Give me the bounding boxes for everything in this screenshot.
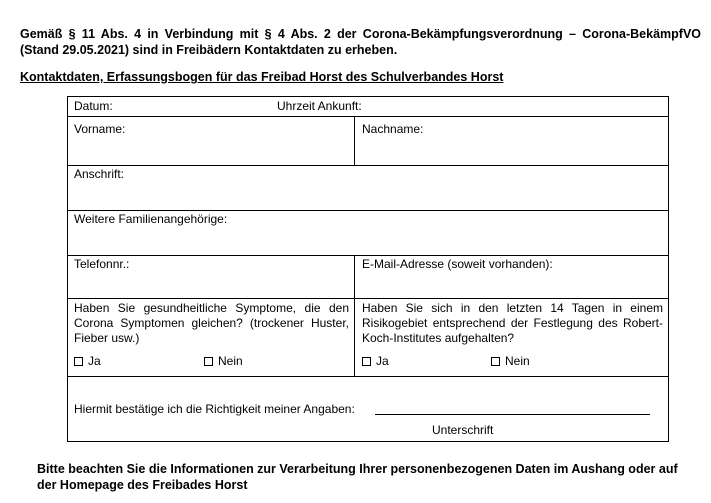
- anschrift-field[interactable]: Anschrift:: [74, 167, 125, 181]
- checkbox-label: Ja: [376, 354, 389, 368]
- legal-notice: Gemäß § 11 Abs. 4 in Verbindung mit § 4 Abs. 2 der Corona-Bekämpfungsverordnung – Corona-BekämpfVO (Stand 29.05.2021) sind in Freibädern Kontaktdaten zu erheben.: [20, 27, 701, 57]
- symptom-nein-checkbox[interactable]: [204, 354, 243, 368]
- risk-ja-checkbox[interactable]: [362, 354, 389, 368]
- divider: [68, 298, 668, 299]
- checkbox-icon[interactable]: [204, 357, 213, 366]
- divider: [68, 376, 668, 377]
- familie-field[interactable]: Weitere Familienangehörige:: [74, 212, 228, 226]
- divider: [68, 116, 668, 117]
- vorname-field[interactable]: Vorname:: [74, 122, 126, 136]
- telefon-field[interactable]: Telefonnr.:: [74, 257, 130, 271]
- symptom-ja-checkbox[interactable]: [74, 354, 101, 368]
- checkbox-icon[interactable]: [74, 357, 83, 366]
- datum-field[interactable]: Datum:: [74, 99, 113, 113]
- divider: [68, 210, 668, 211]
- divider: [68, 165, 668, 166]
- divider: [68, 255, 668, 256]
- checkbox-icon[interactable]: [362, 357, 371, 366]
- email-field[interactable]: E-Mail-Adresse (soweit vorhanden):: [362, 257, 553, 271]
- uhrzeit-field[interactable]: Uhrzeit Ankunft:: [277, 99, 362, 113]
- risk-nein-checkbox[interactable]: [491, 354, 530, 368]
- form-title: Kontaktdaten, Erfassungsbogen für das Freibad Horst des Schulverbandes Horst: [20, 70, 504, 84]
- checkbox-label: Ja: [88, 354, 101, 368]
- checkbox-label: Nein: [505, 354, 530, 368]
- contact-form: [67, 96, 669, 442]
- divider: [354, 116, 355, 165]
- checkbox-icon[interactable]: [491, 357, 500, 366]
- signature-line[interactable]: [375, 414, 650, 415]
- symptom-question: Haben Sie gesundheitliche Symptome, die den Corona Symptomen gleichen? (trockener Huster, Fieber usw.): [74, 301, 349, 345]
- risk-area-question: Haben Sie sich in den letzten 14 Tagen in einem Risikogebiet entsprechend der Festlegung des Robert-Koch-Institutes aufgehalten?: [362, 301, 663, 345]
- confirmation-text: Hiermit bestätige ich die Richtigkeit meiner Angaben:: [74, 402, 355, 416]
- checkbox-label: Nein: [218, 354, 243, 368]
- divider: [354, 255, 355, 376]
- nachname-field[interactable]: Nachname:: [362, 122, 424, 136]
- privacy-notice: Bitte beachten Sie die Informationen zur Verarbeitung Ihrer personenbezogenen Daten im Aushang oder auf der Homepage des Freibades Horst: [37, 462, 678, 492]
- signature-label: Unterschrift: [432, 423, 494, 437]
